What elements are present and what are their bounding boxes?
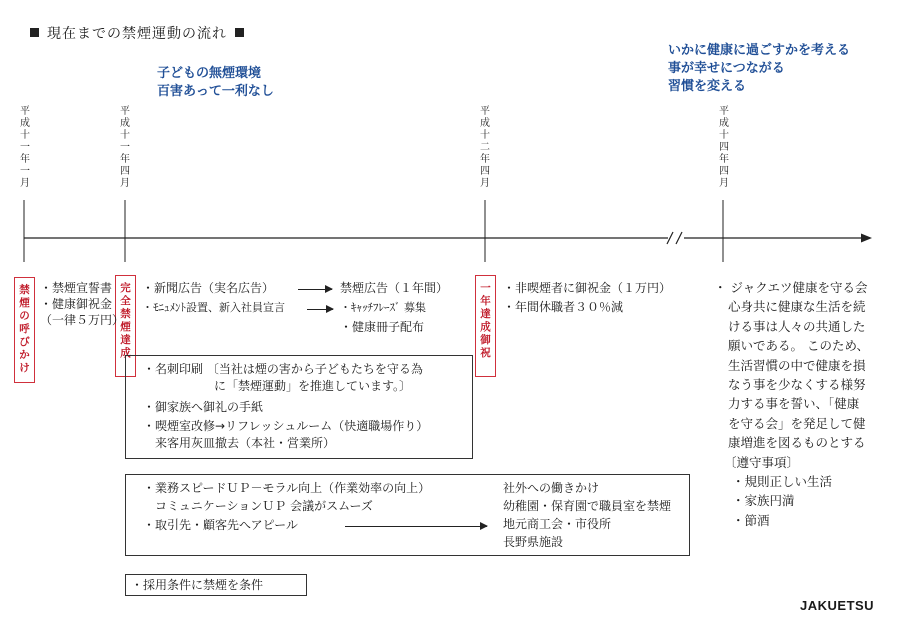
col4-line: ・ ジャクエツ健康を守る会 <box>714 280 868 295</box>
col4-line: なう事を少なくする様努 <box>728 377 866 393</box>
box3-text: ・採用条件に禁煙を条件 <box>131 578 264 592</box>
col3-list <box>503 280 671 315</box>
col2-catch: ・ｷｬｯﾁﾌﾚｰｽﾞ 募集 <box>340 301 426 314</box>
era-label-2: 平 成 十 一 年 四 月 <box>120 106 130 189</box>
col1-list <box>40 280 124 328</box>
col4-line: 生活習慣の中で健康を損 <box>728 357 866 373</box>
company-logo <box>800 598 874 613</box>
milestone-complete: 完 全 禁 煙 達 成 <box>115 275 136 377</box>
box2-right-list <box>503 480 671 550</box>
col1-item: ・禁煙宣誓書 <box>40 281 113 295</box>
box1-line: に「禁煙運動」を推進しています。〕 <box>214 379 412 393</box>
col1-item: ・健康御祝金 <box>40 297 113 311</box>
col4-line: ・規則正しい生活 <box>732 474 833 490</box>
col3-item: ・年間休職者３０％減 <box>503 300 624 314</box>
box1-line: ・喫煙室改修→リフレッシュルーム（快適職場作り） <box>143 419 429 433</box>
col2-booklet: ・健康冊子配布 <box>340 320 425 334</box>
box1-line: 来客用灰皿撤去（本社・営業所） <box>155 436 336 450</box>
col4-health-association <box>714 278 869 530</box>
col4-line: ・家族円満 <box>732 493 795 509</box>
era-label-1: 平 成 十 一 年 一 月 <box>20 106 30 189</box>
box2-left-line: ・取引先・顧客先へアピール <box>143 518 298 532</box>
col3-item: ・非喫煙者に御祝金（１万円） <box>503 281 672 295</box>
box2-left-line: コミュニケーションＵＰ 会議がスムーズ <box>155 499 373 513</box>
arrow-appeal <box>345 526 487 527</box>
box2-right-line: 幼稚園・保育園で職員室を禁煙 <box>503 499 672 513</box>
col4-line: 心身共に健康な生活を続 <box>728 299 866 315</box>
box1-line: ・御家族へ御礼の手紙 <box>143 400 264 414</box>
col2-ad: ・新聞広告（実名広告） <box>142 281 275 295</box>
arrow-ad <box>298 289 332 290</box>
note-child-line: 百害あって一利なし <box>157 84 274 99</box>
col2-monument: ・ﾓﾆｭﾒﾝﾄ設置、新入社員宣言 <box>142 301 285 314</box>
box2-right-line: 社外への働きかけ <box>503 481 600 495</box>
col1-item: （一律５万円） <box>40 313 125 327</box>
era-label-4: 平 成 十 四 年 四 月 <box>719 106 729 189</box>
box2-right-line: 長野県施設 <box>503 535 564 549</box>
col4-line: 〔遵守事項〕 <box>724 454 800 470</box>
note-health-line: 事が幸せにつながる <box>668 61 785 76</box>
note-health-line: 習慣を変える <box>668 79 747 94</box>
col4-line: を守る会」を発足して健 <box>728 415 866 431</box>
box2-right-line: 地元商工会・市役所 <box>503 517 612 531</box>
note-child-line: 子どもの無煙環境 <box>157 66 262 81</box>
col2-ad-result: 禁煙広告（１年間） <box>340 281 449 295</box>
box1-line: ・名刺印刷 〔当社は煙の害から子どもたちを守る為 <box>143 362 423 376</box>
note-health-line: いかに健康に過ごすかを考える <box>668 43 851 58</box>
logo-text: JAKUETSU <box>800 598 875 613</box>
col4-line: ・節酒 <box>732 512 770 528</box>
era-label-3: 平 成 十 二 年 四 月 <box>480 106 490 189</box>
milestone-call: 禁 煙 の 呼 び か け <box>14 277 35 383</box>
title-text: 現在までの禁煙運動の流れ <box>47 26 227 42</box>
milestone-one-year: 一 年 達 成 御 祝 <box>475 275 496 377</box>
col4-line: 力する事を誓い、「健康 <box>728 396 860 412</box>
col4-line: 康増進を図るものとする <box>728 435 866 451</box>
box2-left-line: ・業務スピードＵＰ－モラル向上（作業効率の向上） <box>143 481 431 495</box>
arrow-monument <box>307 309 333 310</box>
col4-line: 願いである。 このため、 <box>728 338 869 354</box>
timeline-arrowhead <box>861 234 872 243</box>
col4-line: ける事は人々の共通した <box>728 318 866 334</box>
